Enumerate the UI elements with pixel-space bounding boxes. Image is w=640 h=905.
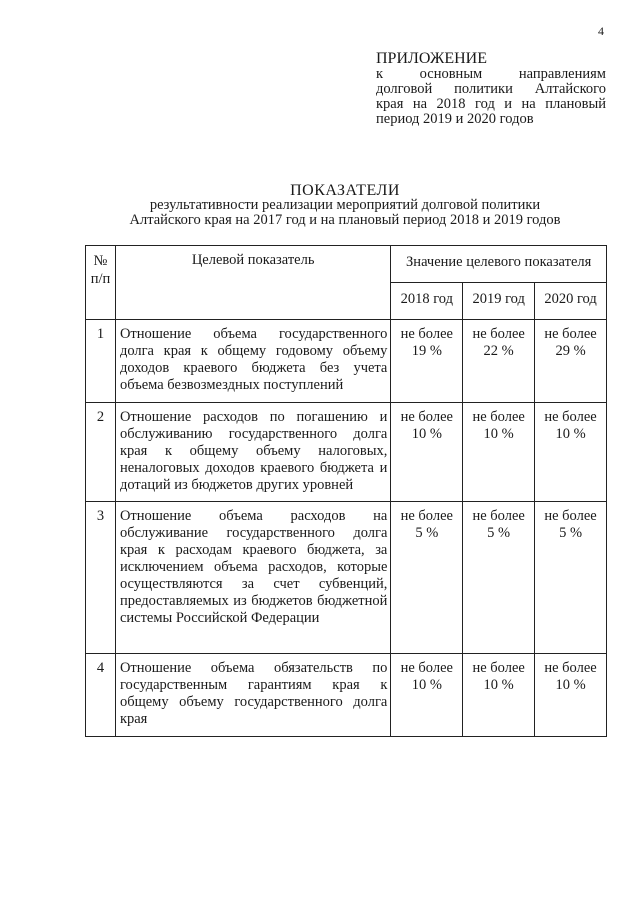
value-number: 29 % xyxy=(555,343,586,359)
value-prefix: не более xyxy=(544,508,597,524)
value-number: 5 % xyxy=(415,525,439,541)
row-value xyxy=(463,320,535,403)
row-value xyxy=(535,502,607,654)
appendix-block xyxy=(376,51,606,127)
row-value xyxy=(463,502,535,654)
value-number: 10 % xyxy=(483,677,514,693)
row-value xyxy=(463,403,535,502)
value-number: 10 % xyxy=(411,426,442,442)
value-number: 19 % xyxy=(411,343,442,359)
value-prefix: не более xyxy=(472,660,525,676)
header-year: 2020 год xyxy=(535,283,607,320)
row-indicator: Отношение объема обязательств по государственным гарантиям края к общему объему государственного долга края xyxy=(115,654,390,737)
appendix-line: к основным направлениям xyxy=(376,66,606,82)
row-value xyxy=(535,403,607,502)
appendix-title: ПРИЛОЖЕНИЕ xyxy=(376,50,488,67)
value-prefix: не более xyxy=(400,409,453,425)
table-row xyxy=(86,403,607,502)
row-number: 4 xyxy=(86,654,116,737)
row-value xyxy=(463,654,535,737)
row-value xyxy=(535,320,607,403)
value-number: 10 % xyxy=(555,677,586,693)
appendix-line: период 2019 и 2020 годов xyxy=(376,111,534,127)
value-prefix: не более xyxy=(400,660,453,676)
row-value xyxy=(391,502,463,654)
value-prefix: не более xyxy=(472,508,525,524)
value-prefix: не более xyxy=(400,508,453,524)
value-number: 10 % xyxy=(483,426,514,442)
table-row xyxy=(86,654,607,737)
page-number: 4 xyxy=(598,24,604,38)
indicators-table xyxy=(85,245,607,737)
header-value-group: Значение целевого показателя xyxy=(391,246,607,283)
row-indicator: Отношение расходов по погашению и обслуживанию государственного долга края к общему объему налоговых, неналоговых доходов краевого бюджета и дотаций из бюджетов других уровней xyxy=(115,403,390,502)
header-indicator: Целевой показатель xyxy=(115,246,390,320)
value-prefix: не более xyxy=(544,326,597,342)
row-value xyxy=(391,403,463,502)
row-number: 2 xyxy=(86,403,116,502)
heading-title: ПОКАЗАТЕЛИ xyxy=(290,182,400,199)
table-row xyxy=(86,502,607,654)
row-number: 3 xyxy=(86,502,116,654)
row-value xyxy=(391,320,463,403)
heading-subtitle-line-1: результативности реализации мероприятий долговой политики xyxy=(149,197,541,213)
value-number: 5 % xyxy=(559,525,583,541)
row-value xyxy=(535,654,607,737)
header-year: 2019 год xyxy=(463,283,535,320)
value-prefix: не более xyxy=(472,326,525,342)
row-indicator: Отношение объема расходов на обслуживание государственного долга края к расходам краевого бюджета, за исключением объема расходов, которые осуществляются за счет субвенций, предоставляемых из бюджетов бюджетной системы Российской Федерации xyxy=(115,502,390,654)
header-year: 2018 год xyxy=(391,283,463,320)
value-prefix: не более xyxy=(544,409,597,425)
appendix-line: края на 2018 год и на плановый xyxy=(376,96,606,112)
row-value xyxy=(391,654,463,737)
value-prefix: не более xyxy=(544,660,597,676)
table-header-row xyxy=(86,246,607,283)
row-indicator: Отношение объема государственного долга края к общему годовому объему доходов краевого бюджета без учета объема безвозмездных поступлений xyxy=(115,320,390,403)
appendix-line: долговой политики Алтайского xyxy=(376,81,606,97)
heading-subtitle-line-2: Алтайского края на 2017 год и на плановый период 2018 и 2019 годов xyxy=(129,212,561,228)
table-row xyxy=(86,320,607,403)
value-prefix: не более xyxy=(472,409,525,425)
value-number: 22 % xyxy=(483,343,514,359)
row-number: 1 xyxy=(86,320,116,403)
value-number: 10 % xyxy=(555,426,586,442)
value-number: 5 % xyxy=(487,525,511,541)
value-number: 10 % xyxy=(411,677,442,693)
value-prefix: не более xyxy=(400,326,453,342)
document-heading xyxy=(0,183,640,228)
header-number: № п/п xyxy=(86,246,116,320)
